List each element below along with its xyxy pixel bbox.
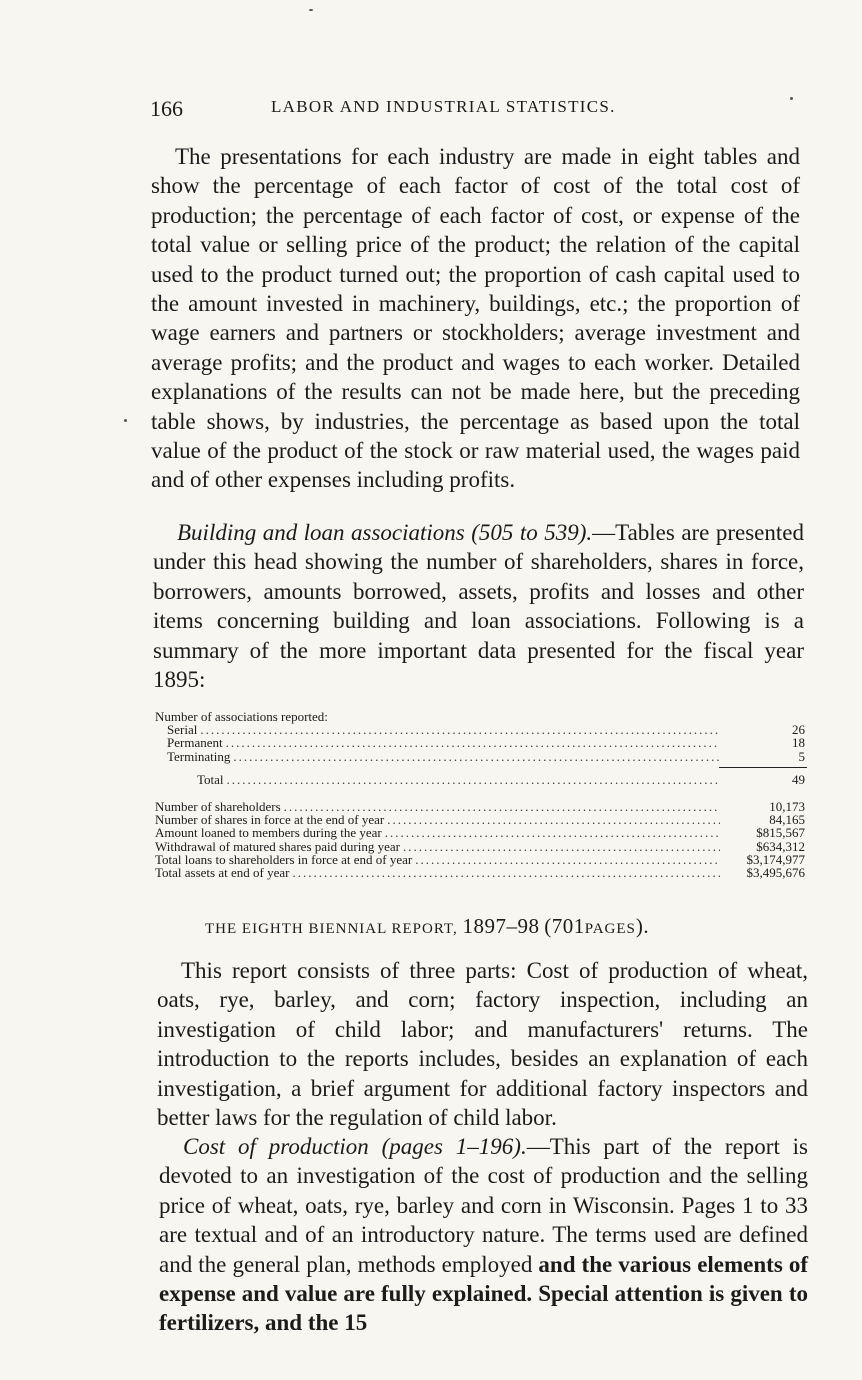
table-row xyxy=(155,723,807,736)
section-heading-close: ). xyxy=(635,914,650,938)
row-value: $634,312 xyxy=(756,838,805,854)
row-label: Withdrawal of matured shares paid during year xyxy=(155,838,400,854)
page-speck xyxy=(124,419,127,422)
total-label: Total xyxy=(197,771,224,787)
section-heading-prefix: THE EIGHTH BIENNIAL REPORT, xyxy=(205,921,458,937)
row-value: 26 xyxy=(792,722,805,738)
row-label: Terminating xyxy=(167,748,231,764)
table-row xyxy=(155,853,807,866)
dot-leader xyxy=(403,840,720,853)
total-value: 49 xyxy=(792,771,805,787)
section-heading-pages: (701 xyxy=(544,914,585,938)
dot-leader xyxy=(415,853,720,866)
row-label: Amount loaned to members during the year xyxy=(155,825,382,841)
row-value: $3,495,676 xyxy=(746,864,805,880)
row-value: 10,173 xyxy=(769,798,805,814)
page-speck xyxy=(790,97,793,100)
paragraph-text: —Tables are presented under this head showing the number of shareholders, shares in force, borrowers, amounts borrowed, assets, profits and losses and other items concerning building and loan associations. Following is a summary of the more important data presented for the fiscal year 1895: xyxy=(153,520,804,693)
row-value: 84,165 xyxy=(769,812,805,828)
dot-leader xyxy=(200,723,720,736)
paragraph-text: —This part of the report is devoted to an investigation of the cost of production and the selling price of wheat, oats, rye, barley and corn in Wisconsin. Pages 1 to 33 are textual and of an introductory nature. The terms used are defined and the general plan, methods employed xyxy=(159,1134,808,1277)
row-label: Serial xyxy=(167,722,198,738)
dot-leader xyxy=(385,826,720,839)
dot-leader xyxy=(387,813,720,826)
table-row xyxy=(155,840,807,853)
row-label: Total assets at end of year xyxy=(155,864,290,880)
section-heading xyxy=(205,914,765,939)
section-heading-pages-word: PAGES xyxy=(584,921,636,937)
paragraph-cost-of-production xyxy=(159,1132,808,1338)
page-number: 166 xyxy=(150,96,183,121)
page-speck xyxy=(309,9,313,11)
dot-leader xyxy=(233,750,720,763)
row-label: Number of shares in force at the end of year xyxy=(155,812,385,828)
table-heading-row xyxy=(155,710,807,723)
section-run-in-heading: Cost of production (pages 1–196). xyxy=(183,1134,527,1159)
row-value: 18 xyxy=(792,735,805,751)
table-row xyxy=(155,750,807,763)
page-header xyxy=(150,94,810,124)
dot-leader xyxy=(227,773,720,786)
total-row xyxy=(155,773,807,786)
table-row xyxy=(155,826,807,839)
paragraph-text-bold: and the various elements of expense and value are fully explained. Special attention is given to fertilizers, and the 15 xyxy=(159,1251,809,1336)
section-heading-years: 1897–98 xyxy=(462,914,540,938)
row-label: Permanent xyxy=(167,735,223,751)
paragraph-text: The presentations for each industry are made in eight tables and show the percentage of each factor of cost of the total cost of production; the percentage of each factor of cost, or expense of the total value or selling price of the product; the relation of the capital used to the product turned out; the proportion of cash capital used to the amount invested in machinery, buildings, etc.; the proportion of wage earners and partners or stockholders; average investment and average profits; and the product and wages to each worker. Detailed explanations of the results can not be made here, but the preceding table shows, by industries, the percentage as based upon the total value of the product of the stock or raw material used, the wages paid and of other expenses including profits. xyxy=(151,144,800,493)
table-row xyxy=(155,866,807,879)
running-title: LABOR AND INDUSTRIAL STATISTICS. xyxy=(271,97,616,116)
row-label: Total loans to shareholders in force at end of year xyxy=(155,851,413,867)
dot-leader xyxy=(226,736,720,749)
total-rule xyxy=(155,763,807,773)
row-value: $815,567 xyxy=(756,825,805,841)
paragraph-building-loan xyxy=(153,518,804,694)
table-row xyxy=(155,736,807,749)
row-value: 5 xyxy=(798,748,805,764)
row-value: $3,174,977 xyxy=(746,851,805,867)
section-run-in-heading: Building and loan associations (505 to 539). xyxy=(177,520,593,545)
paragraph-report-parts xyxy=(157,956,808,1132)
paragraph-text: This report consists of three parts: Cost of production of wheat, oats, rye, barley, and corn; factory inspection, including an investigation of child labor; and manufacturers' returns. The introduction to the reports includes, besides an explanation of each investigation, a brief argument for additional factory inspectors and better laws for the regulation of child labor. xyxy=(157,958,808,1131)
dot-leader xyxy=(292,866,720,879)
association-summary-table xyxy=(155,710,807,879)
row-label: Number of shareholders xyxy=(155,798,281,814)
table-heading: Number of associations reported: xyxy=(155,709,328,724)
paragraph-industry-presentations xyxy=(151,142,800,495)
